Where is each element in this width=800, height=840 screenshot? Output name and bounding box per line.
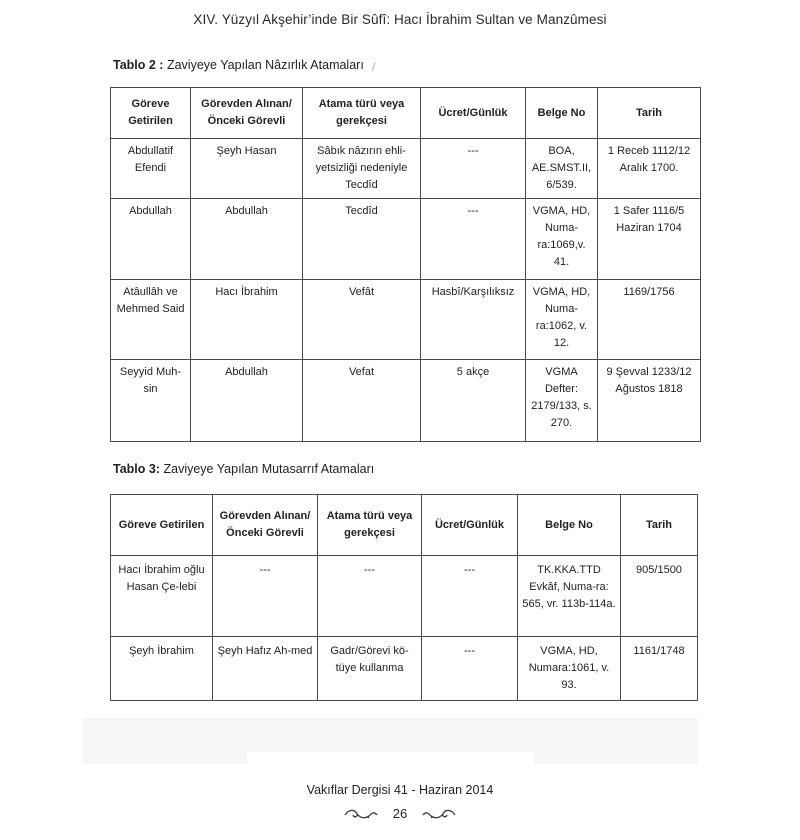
table-cell: 5 akçe	[421, 360, 526, 442]
table3-caption	[113, 462, 374, 476]
table-cell: Sâbık nâzırın ehli-yetsizliği nedeniyle Tecdîd	[303, 139, 421, 199]
table-cell: Abdullah	[111, 199, 191, 280]
table-cell: 905/1500	[621, 556, 698, 637]
table-row	[111, 280, 701, 360]
table-cell: Şeyh İbrahim	[111, 637, 213, 701]
table3-caption-text: Zaviyeye Yapılan Mutasarrıf Atamaları	[163, 462, 375, 476]
table3-header-row	[111, 495, 698, 556]
scan-shadow-gap	[247, 752, 534, 764]
table-cell: Abdullatif Efendi	[111, 139, 191, 199]
table3-col-header: Tarih	[621, 495, 698, 556]
table-row	[111, 637, 698, 701]
table-cell: 1 Receb 1112/12 Aralık 1700.	[598, 139, 701, 199]
table2-header-row	[111, 88, 701, 139]
table-cell: Vefat	[303, 360, 421, 442]
table2-caption-label: Tablo 2 :	[113, 58, 164, 72]
table2-col-header: Belge No	[526, 88, 598, 139]
table-cell: VGMA, HD, Numara:1061, v. 93.	[518, 637, 621, 701]
table-cell: ---	[213, 556, 318, 637]
table-cell: Hasbî/Karşılıksız	[421, 280, 526, 360]
table-cell: 1161/1748	[621, 637, 698, 701]
table3-caption-label: Tablo 3:	[113, 462, 160, 476]
flourish-ornament-icon	[421, 807, 457, 821]
table-cell: Şeyh Hasan	[191, 139, 303, 199]
table-cell: Atâullâh ve Mehmed Said	[111, 280, 191, 360]
table2-col-header: Ücret/Günlük	[421, 88, 526, 139]
table-cell: Abdullah	[191, 360, 303, 442]
table3-col-header: Belge No	[518, 495, 621, 556]
table-cell: Şeyh Hafız Ah-med	[213, 637, 318, 701]
table-row	[111, 360, 701, 442]
table-cell: VGMA, HD, Numa-ra:1062, v. 12.	[526, 280, 598, 360]
table3	[110, 494, 698, 701]
table-cell: ---	[422, 556, 518, 637]
table3-col-header: Göreve Getirilen	[111, 495, 213, 556]
scan-mark: /	[372, 60, 376, 74]
table-cell: ---	[421, 199, 526, 280]
page-number: 26	[392, 806, 408, 821]
table2-col-header: Atama türü veya gerekçesi	[303, 88, 421, 139]
table-cell: ---	[318, 556, 422, 637]
table3-col-header: Görevden Alınan/Önceki Görevli	[213, 495, 318, 556]
table2-col-header: Görevden Alınan/ Önceki Görevli	[191, 88, 303, 139]
table2-caption-text: Zaviyeye Yapılan Nâzırlık Atamaları	[166, 58, 364, 72]
table-cell: Seyyid Muh-sin	[111, 360, 191, 442]
table-cell: Hacı İbrahim oğlu Hasan Çe-lebi	[111, 556, 213, 637]
footer-page-number-row	[0, 806, 800, 821]
table-cell: Abdullah	[191, 199, 303, 280]
table-row	[111, 199, 701, 280]
table-cell: VGMA, HD, Numa-ra:1069,v. 41.	[526, 199, 598, 280]
table-cell: VGMA Defter: 2179/133, s. 270.	[526, 360, 598, 442]
table2-col-header: Tarih	[598, 88, 701, 139]
table3-col-header: Atama türü veya gerekçesi	[318, 495, 422, 556]
table3-col-header: Ücret/Günlük	[422, 495, 518, 556]
flourish-ornament-icon	[343, 807, 379, 821]
table-cell: TK.KKA.TTD Evkâf, Numa-ra: 565, vr. 113b-114a.	[518, 556, 621, 637]
table-row	[111, 139, 701, 199]
table-cell: Gadr/Görevi kö-tüye kullanma	[318, 637, 422, 701]
table-cell: Tecdîd	[303, 199, 421, 280]
table2	[110, 87, 701, 442]
table-row	[111, 556, 698, 637]
footer-journal-title: Vakıflar Dergisi 41 - Haziran 2014	[306, 783, 494, 797]
table-cell: BOA, AE.SMST.II, 6/539.	[526, 139, 598, 199]
table-cell: 1169/1756	[598, 280, 701, 360]
running-header: XIV. Yüzyıl Akşehir’inde Bir Sûfî: Hacı İbrahim Sultan ve Manzûmesi	[193, 12, 607, 27]
table-cell: Vefât	[303, 280, 421, 360]
table-cell: Hacı İbrahim	[191, 280, 303, 360]
table-cell: 9 Şevval 1233/12 Ağustos 1818	[598, 360, 701, 442]
table-cell: 1 Safer 1116/5 Haziran 1704	[598, 199, 701, 280]
table2-col-header: Göreve Getirilen	[111, 88, 191, 139]
table2-caption	[113, 58, 364, 72]
table-cell: ---	[422, 637, 518, 701]
table-cell: ---	[421, 139, 526, 199]
